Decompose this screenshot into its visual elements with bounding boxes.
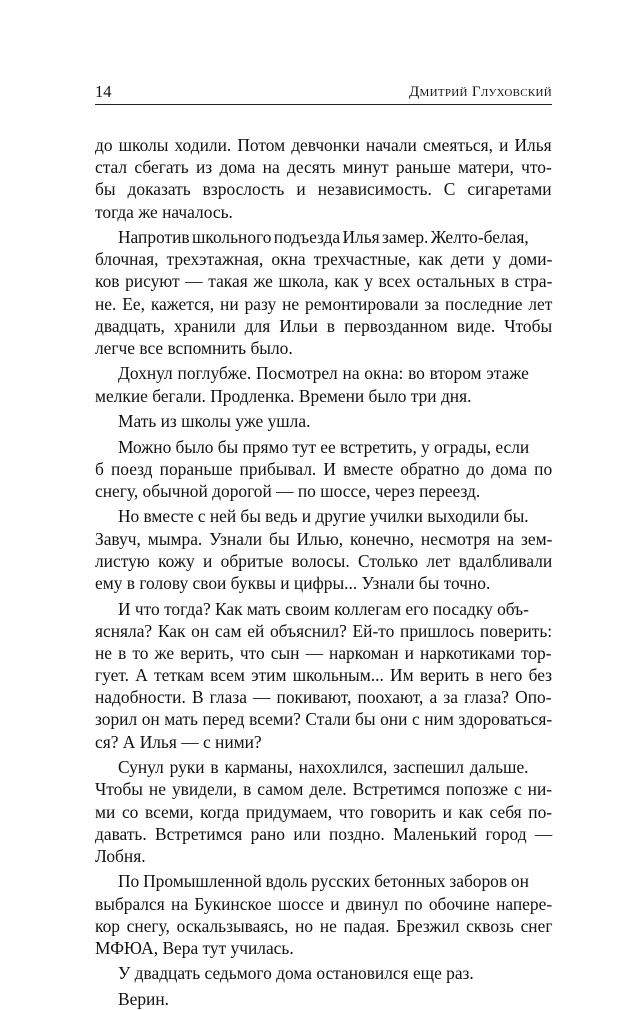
text-line: Сунул руки в карманы, нахохлился, заспешил дальше. bbox=[118, 757, 529, 778]
text-line: Дохнул поглубже. Посмотрел на окна: во втором этаже bbox=[118, 363, 529, 384]
text-line: ми со всеми, когда придумаем, что говорить и как себя по- bbox=[95, 801, 553, 822]
text-line: выбрался на Букинское шоссе и двинул по обочине напере- bbox=[95, 893, 553, 914]
text-line: стал сбегать из дома на десять минут раньше матери, что- bbox=[95, 157, 552, 178]
paragraph bbox=[95, 598, 552, 753]
text-line: Напротив школьного подъезда Илья замер. Желто-белая, bbox=[118, 227, 529, 248]
paragraph bbox=[95, 988, 552, 1010]
text-line: ему в голову свои буквы и цифры... Узнали бы точно. bbox=[95, 573, 491, 594]
text-line: И что тогда? Как мать своим коллегам его посадку объ- bbox=[118, 598, 529, 619]
text-line: ков рисуют — такая же школа, как у всех остальных в стра- bbox=[95, 271, 553, 292]
text-line: Верин. bbox=[118, 988, 169, 1009]
text-line: Но вместе с ней бы ведь и другие училки выходили бы. bbox=[118, 506, 529, 527]
text-line: тогда же началось. bbox=[95, 201, 233, 222]
header-rule bbox=[95, 104, 552, 105]
text-line: не. Ее, кажется, ни разу не ремонтировали за последние лет bbox=[95, 293, 553, 314]
text-line: снегу, обычной дорогой — по шоссе, через переезд. bbox=[95, 481, 481, 501]
text-line: зорил он мать перед всеми? Стали бы они с ним здороваться- bbox=[95, 709, 553, 730]
text-line: Завуч, мымра. Узнали бы Илью, конечно, несмотря на зем- bbox=[95, 528, 553, 549]
text-line: легче все вспомнить было. bbox=[95, 337, 293, 358]
paragraph bbox=[95, 756, 552, 867]
text-line: кор снегу, оскальзываясь, но не падая. Брезжил сквозь снег bbox=[95, 915, 553, 936]
text-line: Мать из школы уже ушла. bbox=[118, 411, 311, 432]
text-line: б поезд пораньше прибывал. И вместе обратно до дома по bbox=[95, 458, 553, 479]
text-line: бы доказать взрослость и независимость. С сигаретами bbox=[95, 179, 552, 200]
text-line: ся? А Илья — с ними? bbox=[95, 731, 262, 752]
page-number: 14 bbox=[95, 82, 112, 101]
text-line: мелкие бегали. Продленка. Времени было три дня. bbox=[95, 385, 472, 406]
text-line: МФЮА, Вера тут училась. bbox=[95, 937, 294, 958]
text-line: У двадцать седьмого дома остановился еще раз. bbox=[118, 963, 474, 984]
paragraph bbox=[95, 134, 552, 223]
text-line: не в то же верить, что сын — наркоман и наркотиками тор- bbox=[95, 642, 552, 663]
paragraph bbox=[95, 870, 552, 959]
running-head-author: Дмитрий Глуховский bbox=[409, 84, 552, 100]
text-line: По Промышленной вдоль русских бетонных заборов он bbox=[118, 871, 529, 892]
text-line: блочная, трехэтажная, окна трехчастные, как дети у доми- bbox=[95, 249, 553, 270]
text-line: Лобня. bbox=[95, 845, 146, 866]
text-line: двадцать, хранили для Ильи в первозданном виде. Чтобы bbox=[95, 315, 553, 336]
text-line: гует. А теткам всем этим школьным... Им верить в него без bbox=[95, 665, 553, 686]
paragraph bbox=[95, 410, 552, 432]
text-line: ясняла? Как он сам ей объяснил? Ей-то пришлось поверить: bbox=[95, 620, 553, 641]
text-line: Чтобы не увидели, в самом деле. Встретимся попозже с ни- bbox=[95, 779, 553, 800]
body-text bbox=[95, 134, 552, 1010]
text-line: Можно было бы прямо тут ее встретить, у ограды, если bbox=[118, 436, 530, 457]
text-line: до школы ходили. Потом девчонки начали смеяться, и Илья bbox=[95, 135, 552, 155]
text-line: давать. Встретимся рано или поздно. Маленький город — bbox=[95, 823, 553, 844]
text-line: листую кожу и обритые волосы. Столько лет вдалбливали bbox=[95, 550, 553, 571]
page-header bbox=[95, 75, 552, 103]
paragraph bbox=[95, 226, 552, 359]
text-line: надобности. В глаза — покивают, поохают, а за глаза? Опо- bbox=[95, 687, 552, 708]
paragraph bbox=[95, 436, 552, 503]
paragraph bbox=[95, 362, 552, 406]
paragraph bbox=[95, 962, 552, 984]
paragraph bbox=[95, 505, 552, 594]
